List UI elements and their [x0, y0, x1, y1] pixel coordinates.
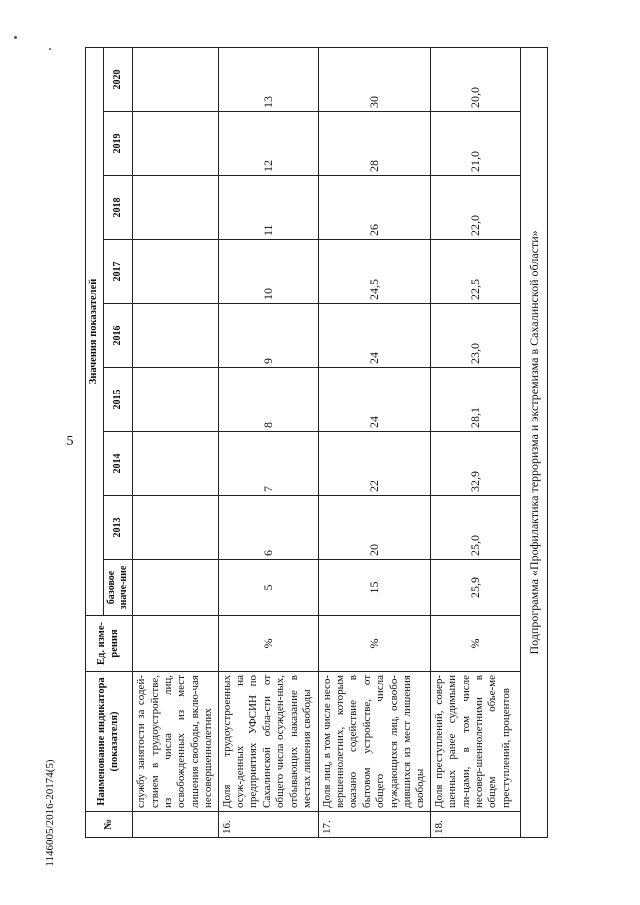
header-year: 2018 — [103, 176, 132, 240]
value-cell — [133, 112, 218, 176]
value-cell — [133, 176, 218, 240]
value-cell: 8 — [218, 368, 318, 432]
value-cell — [133, 432, 218, 496]
header-year: 2020 — [103, 47, 132, 111]
base-value-cell: 5 — [218, 560, 318, 616]
row-number — [133, 812, 218, 838]
value-cell: 25,0 — [430, 496, 520, 560]
subprogram-title: Подпрограмма «Профилактика терроризма и экстремизма в Сахалинской области» — [520, 47, 547, 837]
base-value-cell: 15 — [318, 560, 430, 616]
rotated-page-content — [85, 48, 545, 838]
value-cell: 30 — [318, 47, 430, 111]
indicator-name: Доля трудоустроенных осуж-денных на предприятиях УФСИН по Сахалинской обла-сти от общего числа осужден-ных, отбывающих наказание в местах лишения свободы — [218, 672, 318, 812]
indicator-name: Доля преступлений, совер-шенных ранее судимыми ли-цами, в том числе несовер-шеннолетними в общем объе-ме преступлений, процентов — [430, 672, 520, 812]
value-cell: 22 — [318, 432, 430, 496]
indicator-name: Доля лиц, в том числе несо-вершеннолетних, которым оказано содействие в бытовом устройстве, от общего числа нуждающихся лиц, освобо-дившихся из мест лишения свободы — [318, 672, 430, 812]
header-year: 2016 — [103, 304, 132, 368]
unit-cell — [133, 616, 218, 672]
value-cell: 12 — [218, 112, 318, 176]
value-cell: 6 — [218, 496, 318, 560]
row-number: 16. — [218, 812, 318, 838]
header-year: 2014 — [103, 432, 132, 496]
page-number: 5 — [66, 434, 74, 449]
table-row — [133, 47, 218, 837]
value-cell: 7 — [218, 432, 318, 496]
header-year: 2015 — [103, 368, 132, 432]
scan-speck — [14, 36, 17, 39]
row-number: 17. — [318, 812, 430, 838]
header-name: Наименование индикатора (показателя) — [86, 672, 133, 812]
value-cell: 22,5 — [430, 240, 520, 304]
value-cell: 28 — [318, 112, 430, 176]
header-values-group: Значения показателей — [86, 47, 104, 615]
header-base-value: базовое значе-ние — [103, 560, 132, 616]
value-cell: 21,0 — [430, 112, 520, 176]
value-cell: 24,5 — [318, 240, 430, 304]
scan-speck — [49, 48, 51, 50]
value-cell: 24 — [318, 368, 430, 432]
value-cell — [133, 368, 218, 432]
value-cell — [133, 304, 218, 368]
value-cell: 20 — [318, 496, 430, 560]
indicators-table — [85, 47, 548, 838]
value-cell — [133, 496, 218, 560]
unit-cell: % — [318, 616, 430, 672]
value-cell: 26 — [318, 176, 430, 240]
value-cell — [133, 240, 218, 304]
base-value-cell — [133, 560, 218, 616]
header-year: 2019 — [103, 112, 132, 176]
indicator-name: службу занятости за содей-ствием в трудоустройстве, из числа лиц, освобожденных из мест лишения свободы, вклю-чая несовершеннолетних — [133, 672, 218, 812]
table-row — [218, 47, 318, 837]
value-cell: 32,9 — [430, 432, 520, 496]
value-cell: 20,0 — [430, 47, 520, 111]
header-year: 2013 — [103, 496, 132, 560]
value-cell: 9 — [218, 304, 318, 368]
header-year: 2017 — [103, 240, 132, 304]
value-cell: 11 — [218, 176, 318, 240]
value-cell — [133, 47, 218, 111]
unit-cell: % — [430, 616, 520, 672]
value-cell: 28,1 — [430, 368, 520, 432]
value-cell: 13 — [218, 47, 318, 111]
unit-cell: % — [218, 616, 318, 672]
value-cell: 10 — [218, 240, 318, 304]
header-no: № — [86, 812, 133, 838]
base-value-cell: 25,9 — [430, 560, 520, 616]
table-row — [318, 47, 430, 837]
row-number: 18. — [430, 812, 520, 838]
header-unit: Ед. изме-рения — [86, 616, 133, 672]
value-cell: 22,0 — [430, 176, 520, 240]
value-cell: 24 — [318, 304, 430, 368]
subprogram-row — [520, 47, 547, 837]
document-id: 1146005/2016-20174(5) — [44, 759, 56, 867]
value-cell: 23,0 — [430, 304, 520, 368]
table-row — [430, 47, 520, 837]
header-row-1 — [86, 47, 104, 837]
